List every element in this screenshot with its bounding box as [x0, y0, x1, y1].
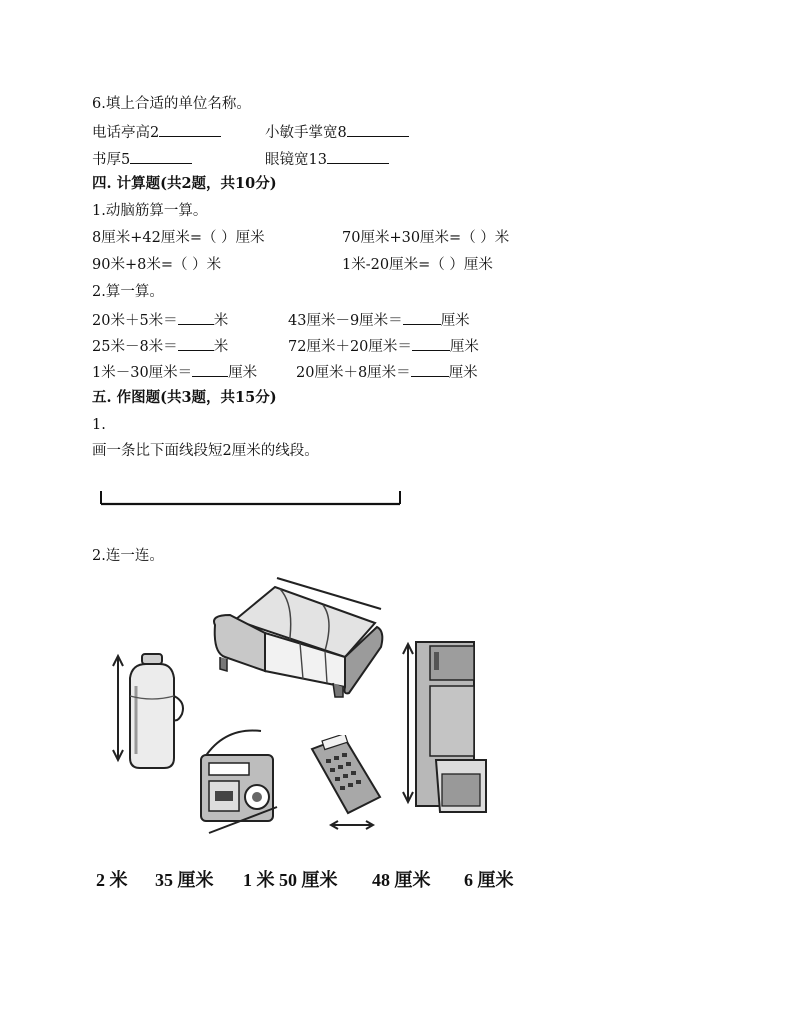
- answer-option-48cm[interactable]: 48 厘米: [372, 870, 431, 890]
- s4-q2-unit: 厘米: [448, 365, 478, 381]
- answer-blank[interactable]: [130, 149, 192, 164]
- answer-blank[interactable]: [327, 149, 389, 164]
- s4-q2-expression: 20米＋5米＝: [92, 313, 178, 329]
- s4-q2-item: [288, 310, 470, 330]
- answer-option-6cm[interactable]: 6 厘米: [464, 870, 514, 890]
- q6-title: 6.填上合适的单位名称。: [92, 96, 251, 112]
- sofa-picture[interactable]: [205, 575, 387, 700]
- radio-picture[interactable]: [195, 725, 283, 835]
- s4-q2-expression: 20厘米＋8厘米＝: [296, 365, 411, 381]
- s4-q2-item: [288, 336, 479, 356]
- answer-blank[interactable]: [347, 122, 409, 137]
- s5-q1-number: 1.: [92, 417, 106, 433]
- q6-item-glasses-width: [265, 149, 389, 169]
- s4-q2-unit: 米: [213, 313, 229, 329]
- answer-blank[interactable]: [159, 122, 221, 137]
- s5-q1-text: 画一条比下面线段短2厘米的线段。: [92, 443, 319, 459]
- q6-item-label: 书厚5: [92, 152, 131, 168]
- s4-q2-unit: 米: [213, 339, 229, 355]
- answer-option-2m[interactable]: 2 米: [96, 870, 128, 890]
- reference-line-segment: [98, 488, 404, 510]
- answer-blank[interactable]: [178, 310, 214, 325]
- s4-q2-expression: 43厘米－9厘米＝: [288, 313, 403, 329]
- q6-item-phone-booth: [92, 122, 221, 142]
- answer-blank[interactable]: [192, 362, 228, 377]
- s4-q2-item: [296, 362, 478, 382]
- section5-heading: 五. 作图题(共3题，共15分): [92, 389, 277, 406]
- answer-blank[interactable]: [411, 362, 449, 377]
- q6-item-label: 电话亭高2: [92, 125, 160, 141]
- answer-options: [0, 866, 794, 890]
- s4-q1-item: 1米-20厘米=（ ）厘米: [342, 257, 493, 273]
- answer-blank[interactable]: [403, 310, 441, 325]
- s4-q2-unit: 厘米: [228, 365, 258, 381]
- s4-q2-item: [92, 310, 228, 330]
- s5-q2-title: 2.连一连。: [92, 548, 164, 564]
- s4-q1-item: 8厘米+42厘米=（ ）厘米: [92, 230, 265, 246]
- s4-q1-item: 90米+8米=（ ）米: [92, 257, 222, 273]
- q6-item-palm-width: [265, 122, 409, 142]
- s4-q2-unit: 厘米: [449, 339, 479, 355]
- answer-option-35cm[interactable]: 35 厘米: [155, 870, 214, 890]
- answer-option-1m50cm[interactable]: 1 米 50 厘米: [243, 870, 338, 890]
- s4-q2-expression: 72厘米＋20厘米＝: [288, 339, 412, 355]
- section4-heading: 四. 计算题(共2题，共10分): [92, 175, 277, 192]
- s4-q2-item: [92, 362, 257, 382]
- bottle-picture[interactable]: [110, 650, 188, 774]
- s4-q2-expression: 1米－30厘米＝: [92, 365, 193, 381]
- s4-q2-item: [92, 336, 228, 356]
- refrigerator-picture[interactable]: [400, 636, 492, 816]
- calculator-picture[interactable]: [308, 735, 384, 830]
- s4-q1-item: 70厘米+30厘米=（ ）米: [342, 230, 510, 246]
- s4-q1-title: 1.动脑筋算一算。: [92, 203, 208, 219]
- s4-q2-unit: 厘米: [440, 313, 470, 329]
- s4-q2-title: 2.算一算。: [92, 284, 164, 300]
- answer-blank[interactable]: [412, 336, 450, 351]
- q6-item-label: 小敏手掌宽8: [265, 125, 347, 141]
- s4-q2-expression: 25米－8米＝: [92, 339, 178, 355]
- answer-blank[interactable]: [178, 336, 214, 351]
- q6-item-book-thickness: [92, 149, 192, 169]
- q6-item-label: 眼镜宽13: [265, 152, 327, 168]
